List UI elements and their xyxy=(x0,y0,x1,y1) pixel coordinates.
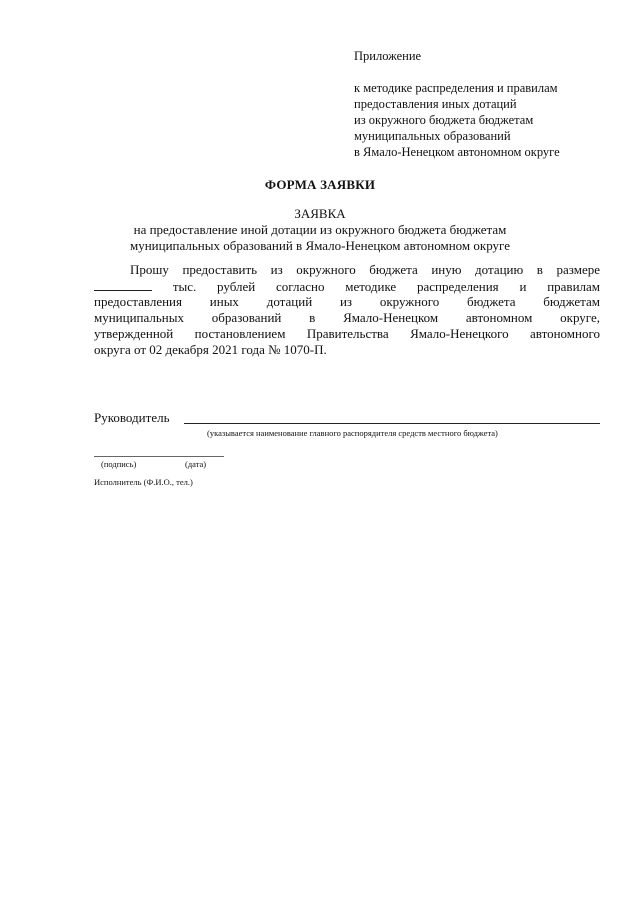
head-name-field[interactable] xyxy=(184,423,600,424)
paragraph-line-text: тыс. рублей согласно методике распределения и правилам xyxy=(172,279,600,294)
application-heading-block xyxy=(0,206,640,254)
appendix-line: из окружного бюджета бюджетам xyxy=(354,113,534,127)
appendix-title: Приложение xyxy=(354,49,422,63)
paragraph-line: Прошу предоставить из окружного бюджета иную дотацию в размере xyxy=(130,262,600,277)
appendix-block xyxy=(354,48,560,160)
application-heading: ЗАЯВКА xyxy=(294,206,346,221)
appendix-line: к методике распределения и правилам xyxy=(354,81,558,95)
amount-blank-field[interactable] xyxy=(94,278,152,291)
appendix-line: предоставления иных дотаций xyxy=(354,97,517,111)
application-subtitle-line: на предоставление иной дотации из окружного бюджета бюджетам xyxy=(133,222,507,237)
signature-label: (подпись) xyxy=(101,459,137,469)
form-title: ФОРМА ЗАЯВКИ xyxy=(264,177,376,192)
signature-date-field[interactable] xyxy=(94,456,224,457)
paragraph-line: утвержденной постановлением Правительства Ямало-Ненецкого автономного xyxy=(94,326,600,341)
paragraph-line: округа от 02 декабря 2021 года № 1070-П. xyxy=(94,342,327,357)
request-paragraph xyxy=(94,262,600,358)
paragraph-line: муниципальных образований в Ямало-Ненецком автономном округе, xyxy=(94,310,600,325)
date-label: (дата) xyxy=(185,459,207,469)
appendix-line: муниципальных образований xyxy=(354,129,511,143)
paragraph-line: предоставления иных дотаций из окружного бюджета бюджетам xyxy=(94,294,600,309)
paragraph-line xyxy=(94,278,600,294)
head-field-note: (указывается наименование главного распорядителя средств местного бюджета) xyxy=(207,428,498,438)
head-label: Руководитель xyxy=(94,410,170,425)
appendix-line: в Ямало-Ненецком автономном округе xyxy=(354,145,560,159)
application-subtitle-line: муниципальных образований в Ямало-Ненецком автономном округе xyxy=(130,238,510,253)
executor-label: Исполнитель (Ф.И.О., тел.) xyxy=(94,477,193,487)
